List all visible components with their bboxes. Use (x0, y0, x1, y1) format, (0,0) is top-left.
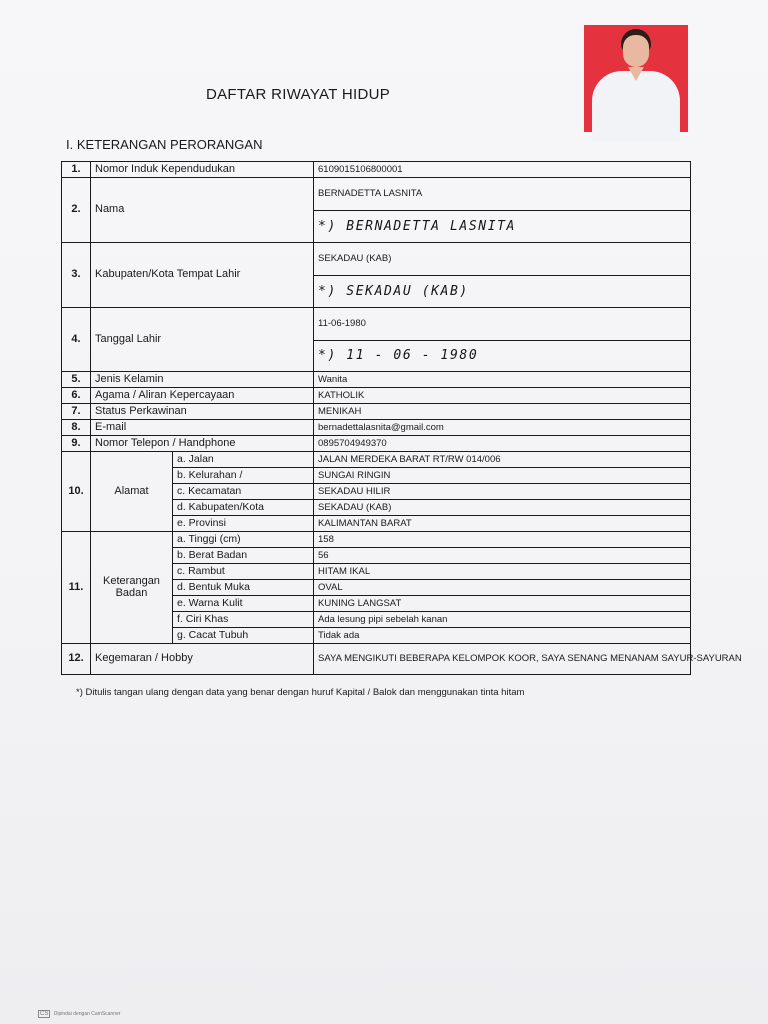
section-heading: I. KETERANGAN PERORANGAN (66, 137, 263, 152)
field-label: Tanggal Lahir (91, 308, 314, 372)
watermark-text: Dipindai dengan CamScanner (53, 1011, 121, 1017)
row-number: 6. (62, 388, 91, 404)
handwritten-value: *) BERNADETTA LASNITA (314, 211, 691, 243)
field-value: 11-06-1980 (314, 308, 691, 341)
field-value: SEKADAU (KAB) (314, 243, 691, 276)
field-value: MENIKAH (314, 404, 691, 420)
field-label (91, 532, 173, 644)
field-label: Nomor Induk Kependudukan (91, 162, 314, 178)
table-row (62, 532, 691, 548)
field-value: 0895704949370 (314, 436, 691, 452)
field-label: Kegemaran / Hobby (91, 644, 314, 675)
field-label: Agama / Aliran Kepercayaan (91, 388, 314, 404)
profile-photo (584, 25, 688, 132)
row-number: 10. (62, 452, 91, 532)
sub-label: g. Cacat Tubuh (173, 628, 314, 644)
field-value: 6109015106800001 (314, 162, 691, 178)
row-number: 8. (62, 420, 91, 436)
scanner-watermark (38, 1010, 120, 1018)
field-value: KALIMANTAN BARAT (314, 516, 691, 532)
row-number: 3. (62, 243, 91, 308)
row-number: 2. (62, 178, 91, 243)
field-value: 56 (314, 548, 691, 564)
field-label: Alamat (91, 452, 173, 532)
field-value: Wanita (314, 372, 691, 388)
row-number: 5. (62, 372, 91, 388)
table-row (62, 162, 691, 178)
table-row (62, 404, 691, 420)
personal-info-table (61, 161, 742, 675)
sub-label: d. Bentuk Muka (173, 580, 314, 596)
field-label: Jenis Kelamin (91, 372, 314, 388)
field-label: Nomor Telepon / Handphone (91, 436, 314, 452)
row-number: 7. (62, 404, 91, 420)
sub-label: c. Kecamatan (173, 484, 314, 500)
field-label: Nama (91, 178, 314, 243)
field-value: BERNADETTA LASNITA (314, 178, 691, 211)
sub-label: c. Rambut (173, 564, 314, 580)
field-value: KATHOLIK (314, 388, 691, 404)
table-row (62, 308, 691, 341)
field-value: SEKADAU (KAB) (314, 500, 691, 516)
field-value: OVAL (314, 580, 691, 596)
sub-label: a. Jalan (173, 452, 314, 468)
sub-label: a. Tinggi (cm) (173, 532, 314, 548)
sub-label: e. Provinsi (173, 516, 314, 532)
camscanner-logo-icon: CS (40, 1011, 49, 1017)
field-value: Tidak ada (314, 628, 691, 644)
field-label-line: Badan (115, 586, 148, 599)
field-value: 158 (314, 532, 691, 548)
field-value: Ada lesung pipi sebelah kanan (314, 612, 691, 628)
sub-label: d. Kabupaten/Kota (173, 500, 314, 516)
row-number: 1. (62, 162, 91, 178)
field-value: bernadettalasnita@gmail.com (314, 420, 691, 436)
sub-label: b. Kelurahan / (173, 468, 314, 484)
document-title: DAFTAR RIWAYAT HIDUP (206, 86, 391, 103)
table-row (62, 436, 691, 452)
row-number: 12. (62, 644, 91, 675)
table-row (62, 243, 691, 276)
table-row (62, 644, 691, 675)
footnote: *) Ditulis tangan ulang dengan data yang benar dengan huruf Kapital / Balok dan menggunakan tinta hitam (76, 687, 525, 698)
table-row (62, 420, 691, 436)
field-value: HITAM IKAL (314, 564, 691, 580)
row-number: 9. (62, 436, 91, 452)
field-value: KUNING LANGSAT (314, 596, 691, 612)
table-row (62, 372, 691, 388)
sub-label: e. Warna Kulit (173, 596, 314, 612)
handwritten-value: *) 11 - 06 - 1980 (314, 341, 691, 372)
table-row (62, 178, 691, 211)
field-value: JALAN MERDEKA BARAT RT/RW 014/006 (314, 452, 691, 468)
sub-label: b. Berat Badan (173, 548, 314, 564)
row-number: 11. (62, 532, 91, 644)
field-value: SEKADAU HILIR (314, 484, 691, 500)
field-value: SUNGAI RINGIN (314, 468, 691, 484)
field-label-line: Keterangan (103, 574, 160, 587)
field-value: SAYA MENGIKUTI BEBERAPA KELOMPOK KOOR, SAYA SENANG MENANAM SAYUR-SAYURAN (314, 644, 691, 675)
handwritten-value: *) SEKADAU (KAB) (314, 276, 691, 308)
sub-label: f. Ciri Khas (173, 612, 314, 628)
field-label: Kabupaten/Kota Tempat Lahir (91, 243, 314, 308)
field-label: Status Perkawinan (91, 404, 314, 420)
row-number: 4. (62, 308, 91, 372)
table-row (62, 388, 691, 404)
field-label: E-mail (91, 420, 314, 436)
table-row (62, 452, 691, 468)
